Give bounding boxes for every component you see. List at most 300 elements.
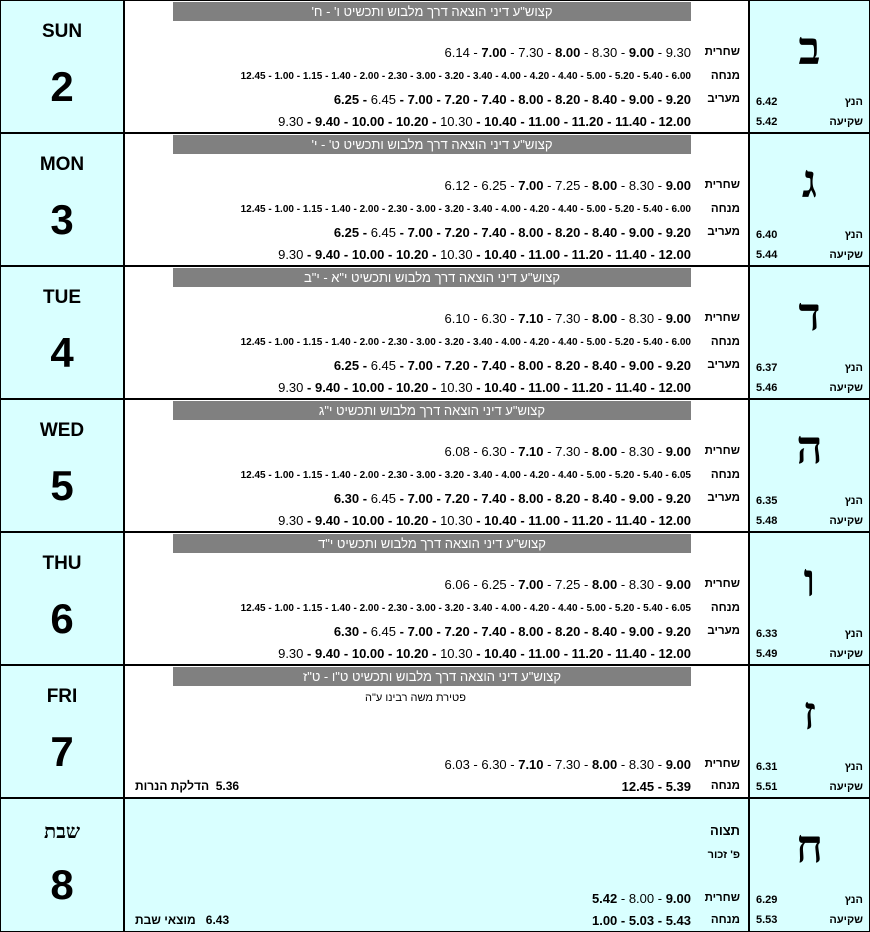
mincha-sep: -: [350, 204, 360, 215]
mincha-times: 1.00 - 5.03 - 5.43: [591, 913, 691, 928]
day-name: FRI: [46, 686, 78, 707]
schedule-cell: [124, 0, 749, 133]
mincha-sep: -: [549, 71, 559, 82]
maariv-time: 8.40: [591, 225, 618, 240]
mincha-label: מנחה: [710, 336, 740, 348]
maariv-sep: -: [543, 624, 556, 639]
schedule-cell: [124, 133, 749, 266]
day-column: [0, 133, 124, 266]
sunrise-label: הנץ: [844, 362, 863, 374]
mincha-time: 6.05: [671, 603, 691, 614]
mincha-sep: -: [350, 337, 360, 348]
maariv-sep: -: [506, 225, 519, 240]
mincha-sep: -: [435, 204, 445, 215]
maariv-time: 6.45: [370, 225, 396, 240]
mincha-time: 3.40: [473, 337, 493, 348]
mincha-sep: -: [435, 603, 445, 614]
mincha-label: מנחה: [710, 70, 740, 82]
maariv-sep: -: [617, 491, 629, 506]
candle-label: הדלקת הנרות: [135, 779, 210, 793]
late-time: 10.40: [484, 114, 517, 129]
mincha-time: 3.40: [473, 204, 493, 215]
shacharit-label: שחרית: [704, 892, 740, 904]
mincha-time: 5.40: [643, 603, 663, 614]
mincha-time: 4.20: [529, 470, 550, 481]
day-name: שבת: [44, 819, 80, 843]
sunset-row: [756, 515, 863, 527]
maariv-sep: -: [617, 358, 629, 373]
mincha-time: 3.00: [416, 603, 436, 614]
late-sep: -: [516, 646, 529, 661]
late-sep: -: [603, 513, 616, 528]
maariv-label: מעריב: [707, 625, 740, 637]
shacharit-part: - 8.00 -: [617, 891, 666, 906]
sunset-row: [756, 249, 863, 261]
mincha-sep: -: [662, 470, 672, 481]
mincha-sep: -: [549, 603, 559, 614]
mincha-sep: -: [322, 470, 332, 481]
late-time: 12.00: [658, 247, 691, 262]
hebrew-day-column: [749, 532, 870, 665]
mincha-time: 12.45: [240, 603, 266, 614]
day-row-shabbat: [0, 798, 870, 932]
mincha-sep: -: [407, 71, 417, 82]
maariv-time: 7.40: [481, 358, 507, 373]
mincha-sep: -: [492, 71, 502, 82]
late-sep: -: [384, 513, 396, 528]
mincha-sep: -: [464, 337, 474, 348]
mincha-sep: -: [464, 470, 474, 481]
shacharit-part: - 8.30 -: [617, 311, 666, 326]
maariv-sep: -: [654, 225, 666, 240]
mincha-time: 3.40: [473, 470, 493, 481]
maariv-sep: -: [432, 358, 445, 373]
maariv-times: [131, 491, 691, 506]
sunrise-label: הנץ: [844, 96, 863, 108]
mincha-time: 4.20: [529, 603, 550, 614]
maariv-time: 8.40: [591, 358, 618, 373]
late-sep: -: [472, 513, 485, 528]
late-sep: -: [472, 247, 485, 262]
mincha-label: מנחה: [710, 469, 740, 481]
day-number: 6: [50, 595, 74, 642]
late-time: 10.00: [351, 646, 385, 661]
mincha-label: מנחה: [710, 780, 740, 792]
maariv-sep: -: [617, 225, 629, 240]
sunrise-label: הנץ: [844, 229, 863, 241]
late-maariv-times: [131, 513, 691, 528]
late-sep: -: [340, 380, 352, 395]
mincha-time: 6.00: [671, 71, 691, 82]
shacharit-times: [131, 891, 691, 906]
mincha-sep: -: [407, 337, 417, 348]
late-time: 9.30: [278, 114, 304, 129]
shacharit-part: - 7.30 -: [543, 311, 592, 326]
maariv-times: [131, 92, 691, 107]
maariv-time: 7.20: [444, 92, 470, 107]
late-time: 10.30: [440, 513, 473, 528]
maariv-time: 8.20: [555, 491, 581, 506]
schedule-cell: [124, 399, 749, 532]
mincha-time: 1.00: [274, 204, 294, 215]
mincha-time: 5.20: [614, 204, 635, 215]
maariv-time: 9.00: [628, 92, 655, 107]
shacharit-part: 8.00: [591, 577, 618, 592]
maariv-sep: -: [654, 92, 666, 107]
mincha-time: 1.40: [331, 603, 351, 614]
mincha-time: 1.40: [331, 337, 351, 348]
late-sep: -: [384, 646, 396, 661]
mincha-sep: -: [605, 603, 615, 614]
mincha-time: 5.00: [586, 337, 606, 348]
maariv-sep: -: [506, 624, 519, 639]
sunrise-row: [756, 894, 863, 906]
day-name: THU: [42, 553, 82, 574]
maariv-sep: -: [654, 624, 666, 639]
shacharit-part: - 7.25 -: [543, 577, 592, 592]
day-column: [0, 0, 124, 133]
mincha-sep: -: [322, 603, 332, 614]
day-number: 2: [50, 63, 74, 110]
maariv-time: 7.20: [444, 225, 470, 240]
late-sep: -: [340, 114, 352, 129]
maariv-time: 7.00: [407, 624, 433, 639]
sunset-row: [756, 382, 863, 394]
mincha-time: 4.00: [501, 470, 521, 481]
sunset-time: 5.42: [756, 116, 778, 128]
mincha-times: 12.45 - 5.39: [621, 779, 691, 794]
shacharit-part: 7.00: [518, 577, 544, 592]
maariv-time: 9.20: [665, 358, 691, 373]
mincha-times: [131, 71, 691, 82]
mincha-time: 2.00: [359, 470, 380, 481]
late-sep: -: [472, 380, 485, 395]
maariv-sep: -: [359, 491, 371, 506]
maariv-sep: -: [396, 491, 408, 506]
late-sep: -: [303, 646, 315, 661]
day-column: [0, 532, 124, 665]
sunset-label: שקיעה: [829, 781, 863, 793]
maariv-sep: -: [617, 92, 629, 107]
mincha-sep: -: [322, 204, 332, 215]
shacharit-part: - 7.30 -: [543, 444, 592, 459]
sunrise-time: 6.29: [756, 894, 778, 906]
mincha-times: [131, 603, 691, 614]
shacharit-part: 5.42: [591, 891, 618, 906]
shacharit-times: [131, 45, 691, 60]
late-sep: -: [646, 380, 659, 395]
sunset-label: שקיעה: [829, 914, 863, 926]
late-time: 10.20: [395, 114, 429, 129]
mincha-sep: -: [520, 470, 530, 481]
sunset-time: 5.51: [756, 781, 778, 793]
sunrise-row: [756, 495, 863, 507]
mincha-sep: -: [265, 204, 275, 215]
maariv-sep: -: [506, 358, 519, 373]
sunset-time: 5.48: [756, 515, 778, 527]
mincha-sep: -: [605, 71, 615, 82]
late-sep: -: [340, 247, 352, 262]
mincha-time: 5.20: [614, 337, 635, 348]
sunset-row: [756, 914, 863, 926]
late-sep: -: [560, 646, 572, 661]
sunrise-time: 6.31: [756, 761, 778, 773]
maariv-time: 7.00: [407, 225, 433, 240]
shacharit-times: [131, 577, 691, 592]
mincha-time: 4.00: [501, 603, 521, 614]
maariv-sep: -: [543, 358, 556, 373]
maariv-time: 7.40: [481, 624, 507, 639]
mincha-sep: -: [634, 204, 644, 215]
maariv-sep: -: [432, 624, 445, 639]
mincha-sep: -: [662, 71, 672, 82]
maariv-time: 7.40: [481, 225, 507, 240]
late-time: 9.30: [278, 247, 304, 262]
hebrew-day-column: [749, 266, 870, 399]
late-sep: -: [603, 646, 616, 661]
maariv-label: מעריב: [707, 492, 740, 504]
late-maariv-times: [131, 114, 691, 129]
shacharit-part: - 9.30: [654, 45, 691, 60]
mincha-sep: -: [634, 470, 644, 481]
maariv-time: 7.20: [444, 491, 470, 506]
maariv-time: 6.30: [333, 624, 360, 639]
maariv-time: 6.25: [333, 92, 360, 107]
sunrise-label: הנץ: [844, 761, 863, 773]
candle-time: 5.36: [215, 779, 240, 793]
late-sep: -: [303, 247, 315, 262]
shacharit-part: 6.03 - 6.30 -: [444, 757, 519, 772]
mincha-sep: -: [293, 204, 303, 215]
late-time: 10.20: [395, 646, 429, 661]
late-sep: -: [646, 513, 659, 528]
schedule-cell: [124, 266, 749, 399]
day-row: [0, 266, 870, 399]
shacharit-part: - 8.30 -: [617, 577, 666, 592]
mincha-sep: -: [464, 204, 474, 215]
maariv-sep: -: [580, 225, 592, 240]
maariv-time: 8.00: [518, 358, 544, 373]
late-time: 11.40: [615, 646, 647, 661]
mincha-sep: -: [577, 71, 587, 82]
mincha-time: 5.00: [586, 603, 606, 614]
day-column: [0, 798, 124, 932]
schedule-cell: [124, 532, 749, 665]
maariv-time: 8.20: [555, 92, 581, 107]
mincha-sep: -: [265, 470, 275, 481]
maariv-time: 8.00: [518, 92, 544, 107]
shacharit-part: 6.06 - 6.25 -: [444, 577, 519, 592]
hebrew-day-letter: ח: [795, 819, 824, 873]
mincha-time: 1.00: [274, 337, 294, 348]
day-number: 3: [50, 196, 74, 243]
day-row: [0, 399, 870, 532]
mincha-sep: -: [492, 337, 502, 348]
maariv-time: 7.20: [444, 358, 470, 373]
mincha-time: 1.15: [302, 204, 323, 215]
maariv-time: 9.20: [665, 491, 691, 506]
maariv-time: 9.00: [628, 225, 655, 240]
late-time: 10.20: [395, 247, 429, 262]
late-sep: -: [516, 114, 529, 129]
day-column: [0, 665, 124, 798]
mincha-sep: -: [265, 337, 275, 348]
late-maariv-times: [131, 646, 691, 661]
sunset-row: [756, 648, 863, 660]
maariv-time: 8.20: [555, 225, 581, 240]
late-time: 9.30: [278, 646, 304, 661]
mincha-sep: -: [407, 470, 417, 481]
hebrew-day-letter: ה: [796, 420, 823, 474]
sunset-time: 5.46: [756, 382, 778, 394]
maariv-sep: -: [359, 624, 371, 639]
mincha-time: 1.40: [331, 470, 351, 481]
shacharit-times: [131, 311, 691, 326]
mincha-sep: -: [634, 603, 644, 614]
maariv-sep: -: [396, 92, 408, 107]
late-sep: -: [303, 114, 315, 129]
mincha-time: 2.00: [359, 603, 380, 614]
sunset-time: 5.49: [756, 648, 778, 660]
mincha-time: 5.00: [586, 71, 606, 82]
maariv-time: 7.00: [407, 358, 433, 373]
study-banner: קצוש"ע דיני הוצאה דרך מלבוש ותכשיט ט"ו - ט"ז: [173, 667, 691, 686]
mincha-time: 4.20: [529, 337, 550, 348]
mincha-sep: -: [549, 337, 559, 348]
maariv-time: 6.45: [370, 624, 396, 639]
mincha-time: 6.05: [671, 470, 691, 481]
maariv-time: 8.20: [555, 358, 581, 373]
mincha-time: 2.00: [359, 204, 380, 215]
mincha-time: 2.00: [359, 337, 380, 348]
mincha-time: 1.15: [302, 603, 323, 614]
day-number: 8: [50, 861, 74, 908]
mincha-sep: -: [520, 603, 530, 614]
mincha-sep: -: [293, 337, 303, 348]
mincha-sep: -: [605, 470, 615, 481]
mincha-time: 3.40: [473, 603, 493, 614]
hebrew-day-letter: ו: [803, 553, 816, 607]
late-time: 10.00: [351, 247, 385, 262]
late-time: 10.30: [440, 380, 473, 395]
mincha-time: 3.20: [444, 337, 465, 348]
mincha-time: 1.15: [302, 337, 323, 348]
late-time: 11.40: [615, 114, 647, 129]
late-time: 10.00: [351, 513, 385, 528]
hebrew-day-column: [749, 0, 870, 133]
sunrise-row: [756, 229, 863, 241]
late-sep: -: [340, 646, 352, 661]
maariv-sep: -: [506, 92, 519, 107]
late-sep: -: [560, 513, 572, 528]
late-sep: -: [303, 513, 315, 528]
mincha-sep: -: [492, 204, 502, 215]
late-time: 9.40: [314, 513, 341, 528]
day-row: [0, 133, 870, 266]
shacharit-label: שחרית: [704, 578, 740, 590]
mincha-time: 5.40: [643, 470, 663, 481]
mincha-time: 4.00: [501, 71, 521, 82]
mincha-label: מנחה: [710, 602, 740, 614]
late-sep: -: [472, 646, 485, 661]
study-banner: קצוש"ע דיני הוצאה דרך מלבוש ותכשיט י"ד: [173, 534, 691, 553]
late-time: 11.20: [571, 247, 604, 262]
late-time: 10.40: [484, 247, 517, 262]
late-sep: -: [603, 114, 616, 129]
late-sep: -: [472, 114, 485, 129]
late-time: 9.40: [314, 646, 341, 661]
maariv-time: 7.40: [481, 491, 507, 506]
mincha-time: 12.45: [240, 337, 266, 348]
day-name: SUN: [41, 21, 83, 42]
shacharit-part: 8.00: [591, 178, 618, 193]
sunrise-row: [756, 362, 863, 374]
mincha-sep: -: [605, 204, 615, 215]
sunrise-time: 6.42: [756, 96, 778, 108]
day-column: [0, 399, 124, 532]
day-number: 5: [50, 462, 74, 509]
shacharit-part: 6.14 -: [444, 45, 482, 60]
maariv-sep: -: [359, 358, 371, 373]
shacharit-part: 9.00: [665, 577, 691, 592]
maariv-time: 8.20: [555, 624, 581, 639]
mincha-sep: -: [379, 470, 388, 481]
mincha-time: 3.20: [444, 603, 465, 614]
late-time: 9.40: [314, 114, 341, 129]
schedule-cell: [124, 665, 749, 798]
maariv-sep: -: [396, 358, 408, 373]
maariv-time: 9.00: [628, 624, 655, 639]
day-name: MON: [39, 154, 85, 175]
mincha-time: 4.40: [558, 337, 578, 348]
mincha-time: 3.00: [416, 204, 436, 215]
maariv-sep: -: [359, 225, 371, 240]
mincha-times: [131, 337, 691, 348]
late-time: 10.40: [484, 646, 517, 661]
maariv-times: [131, 624, 691, 639]
mincha-time: 2.30: [387, 71, 408, 82]
hebrew-day-column: [749, 133, 870, 266]
maariv-sep: -: [654, 491, 666, 506]
shacharit-part: - 7.30 -: [506, 45, 556, 60]
shacharit-part: 9.00: [665, 757, 691, 772]
mincha-time: 5.40: [643, 337, 663, 348]
late-time: 11.40: [615, 380, 647, 395]
parsha-name: תצוה: [710, 823, 740, 838]
mincha-sep: -: [634, 71, 644, 82]
mincha-sep: -: [407, 204, 417, 215]
mincha-sep: -: [577, 603, 587, 614]
day-column: [0, 266, 124, 399]
motzei-time: 6.43: [205, 913, 230, 927]
maariv-times: [131, 225, 691, 240]
day-name: WED: [39, 420, 85, 441]
late-time: 9.40: [314, 380, 341, 395]
mincha-time: 12.45: [240, 204, 266, 215]
shacharit-label: שחרית: [704, 445, 740, 457]
shacharit-part: - 8.30 -: [617, 757, 666, 772]
mincha-sep: -: [662, 337, 672, 348]
mincha-times: [131, 204, 691, 215]
maariv-time: 8.40: [591, 624, 618, 639]
maariv-time: 9.20: [665, 92, 691, 107]
mincha-time: 2.30: [387, 204, 408, 215]
mincha-sep: -: [577, 470, 587, 481]
late-sep: -: [646, 247, 659, 262]
shacharit-part: 7.10: [518, 444, 544, 459]
shacharit-part: - 7.30 -: [543, 757, 592, 772]
mincha-sep: -: [549, 204, 559, 215]
